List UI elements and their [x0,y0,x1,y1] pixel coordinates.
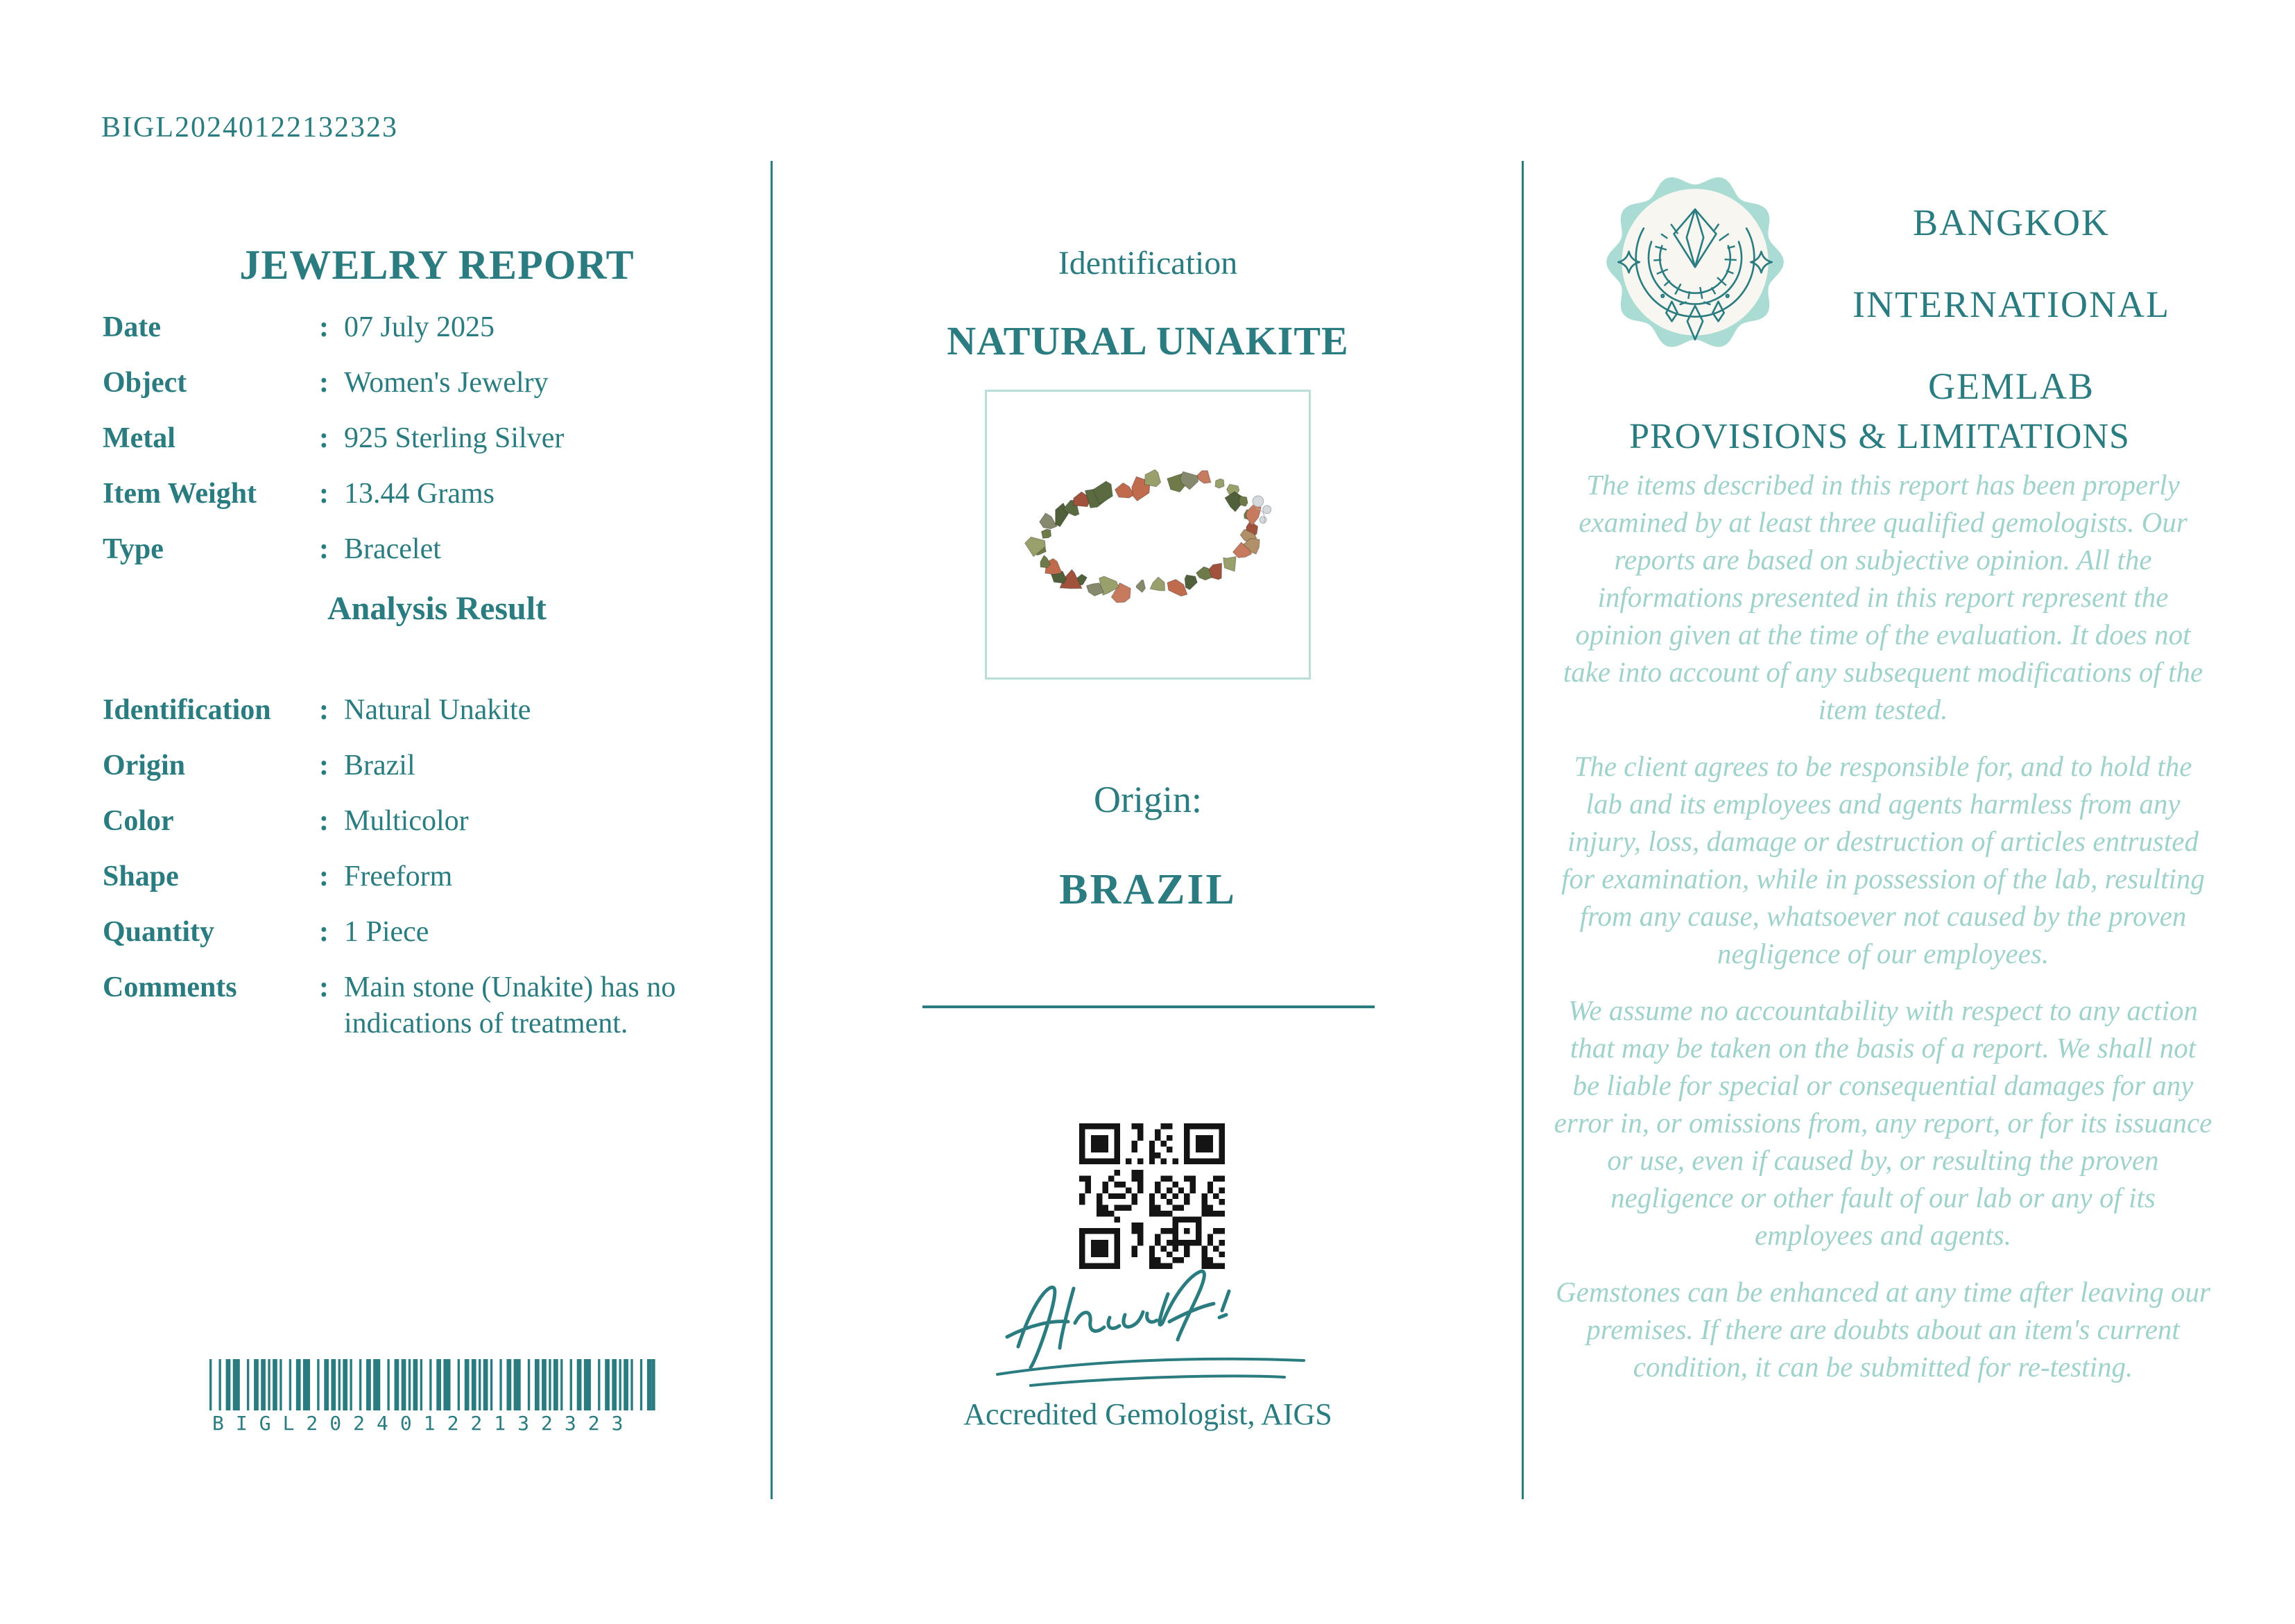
signatory-title: Accredited Gemologist, AIGS [963,1397,1332,1431]
colon: : [319,478,329,510]
signature-rule [922,1005,1375,1008]
report-number: BIGL20240122132323 [101,112,398,144]
jewelry-photo [987,392,1309,677]
provisions-paragraph: We assume no accountability with respect to any action that may be taken on the basis of a report. We shall not be liable for special or consequential damages for any error in, or omissions from, any report, or for its issuance or use, even if caused by, or resulting the proven negligence or other fault of our lab or any of its employees and agents. [1554,994,2212,1251]
analysis-value: 1 Piece [344,916,429,948]
detail-row-item-weight [103,476,727,512]
colon: : [319,367,329,399]
qr-code [1079,1123,1225,1269]
colon: : [319,805,329,837]
origin-value: BRAZIL [1059,866,1237,913]
bracelet-illustration [1017,453,1282,619]
detail-label: Object [103,367,187,399]
detail-value: 925 Sterling Silver [344,422,565,454]
detail-label: Type [103,533,164,565]
lab-name-line: BANGKOK [1913,202,2110,243]
provisions-title: PROVISIONS & LIMITATIONS [1629,417,2130,456]
origin-label: Origin: [1094,779,1202,820]
analysis-result-title: Analysis Result [327,590,547,627]
analysis-rows [103,692,727,1061]
signature-underline-1 [997,1359,1304,1374]
detail-row-date [103,309,727,345]
colon: : [319,422,329,454]
colon: : [319,916,329,948]
report-title: JEWELRY REPORT [239,242,635,288]
provisions-paragraph: The client agrees to be responsible for, and to hold the lab and its employees and agents harmless from any injury, loss, damage or destruction of articles entrusted for examination, while in possession of the lab, resulting from any cause, whatsoever not caused by the proven negligence of our employees. [1561,750,2205,969]
provisions-paragraph: Gemstones can be enhanced at any time after leaving our premises. If there are doubts about an item's current condition, it can be submitted for re-testing. [1556,1276,2210,1383]
analysis-label: Quantity [103,916,215,948]
barcode [207,1359,661,1410]
analysis-row-origin [103,748,727,784]
detail-value: Women's Jewelry [344,367,549,399]
colon: : [319,694,329,726]
analysis-row-quantity [103,914,727,950]
signature-stroke [1007,1271,1229,1367]
analysis-row-comments [103,969,727,1042]
colon: : [319,533,329,565]
detail-row-metal [103,420,727,456]
divider-right-column [1522,161,1524,1499]
detail-label: Date [103,311,161,343]
analysis-label: Origin [103,750,186,781]
detail-value: 13.44 Grams [344,478,495,510]
signature-underline-2 [1031,1376,1284,1386]
analysis-label: Identification [103,694,271,726]
analysis-label: Shape [103,861,179,892]
stone-name: NATURAL UNAKITE [947,318,1349,363]
gemlab-logo [1604,171,1787,354]
detail-value: Bracelet [344,533,441,565]
colon: : [319,750,329,781]
analysis-row-identification [103,692,727,728]
lab-name-line: GEMLAB [1928,365,2095,407]
provisions-text [1554,466,2212,1405]
analysis-row-color [103,803,727,839]
analysis-label: Comments [103,971,237,1003]
detail-rows [103,309,727,587]
detail-label: Item Weight [103,478,257,510]
gemologist-signature [964,1263,1332,1395]
identification-heading: Identification [1058,245,1238,282]
lab-name [1803,182,2219,427]
barcode-text: BIGL20240122132323 [212,1412,635,1435]
provisions-paragraph: The items described in this report has been properly examined by at least three qualified gemologists. Our reports are based on subjective opinion. All the informations presented in this report represent the opinion given at the time of the evaluation. It does not take into account of any subsequent modifications of the item tested. [1563,469,2203,725]
colon: : [319,311,329,343]
colon: : [319,861,329,892]
colon: : [319,971,329,1003]
jewelry-photo-frame [985,390,1311,680]
analysis-value: Main stone (Unakite) has no indications of treatment. [344,971,676,1039]
detail-label: Metal [103,422,175,454]
detail-value: 07 July 2025 [344,311,495,343]
detail-row-type [103,531,727,567]
detail-row-object [103,365,727,401]
analysis-value: Multicolor [344,805,469,837]
analysis-value: Natural Unakite [344,694,531,726]
lab-name-line: INTERNATIONAL [1853,284,2170,325]
analysis-value: Freeform [344,861,453,892]
divider-left-column [771,161,773,1499]
analysis-value: Brazil [344,750,415,781]
analysis-label: Color [103,805,174,837]
analysis-row-shape [103,858,727,895]
